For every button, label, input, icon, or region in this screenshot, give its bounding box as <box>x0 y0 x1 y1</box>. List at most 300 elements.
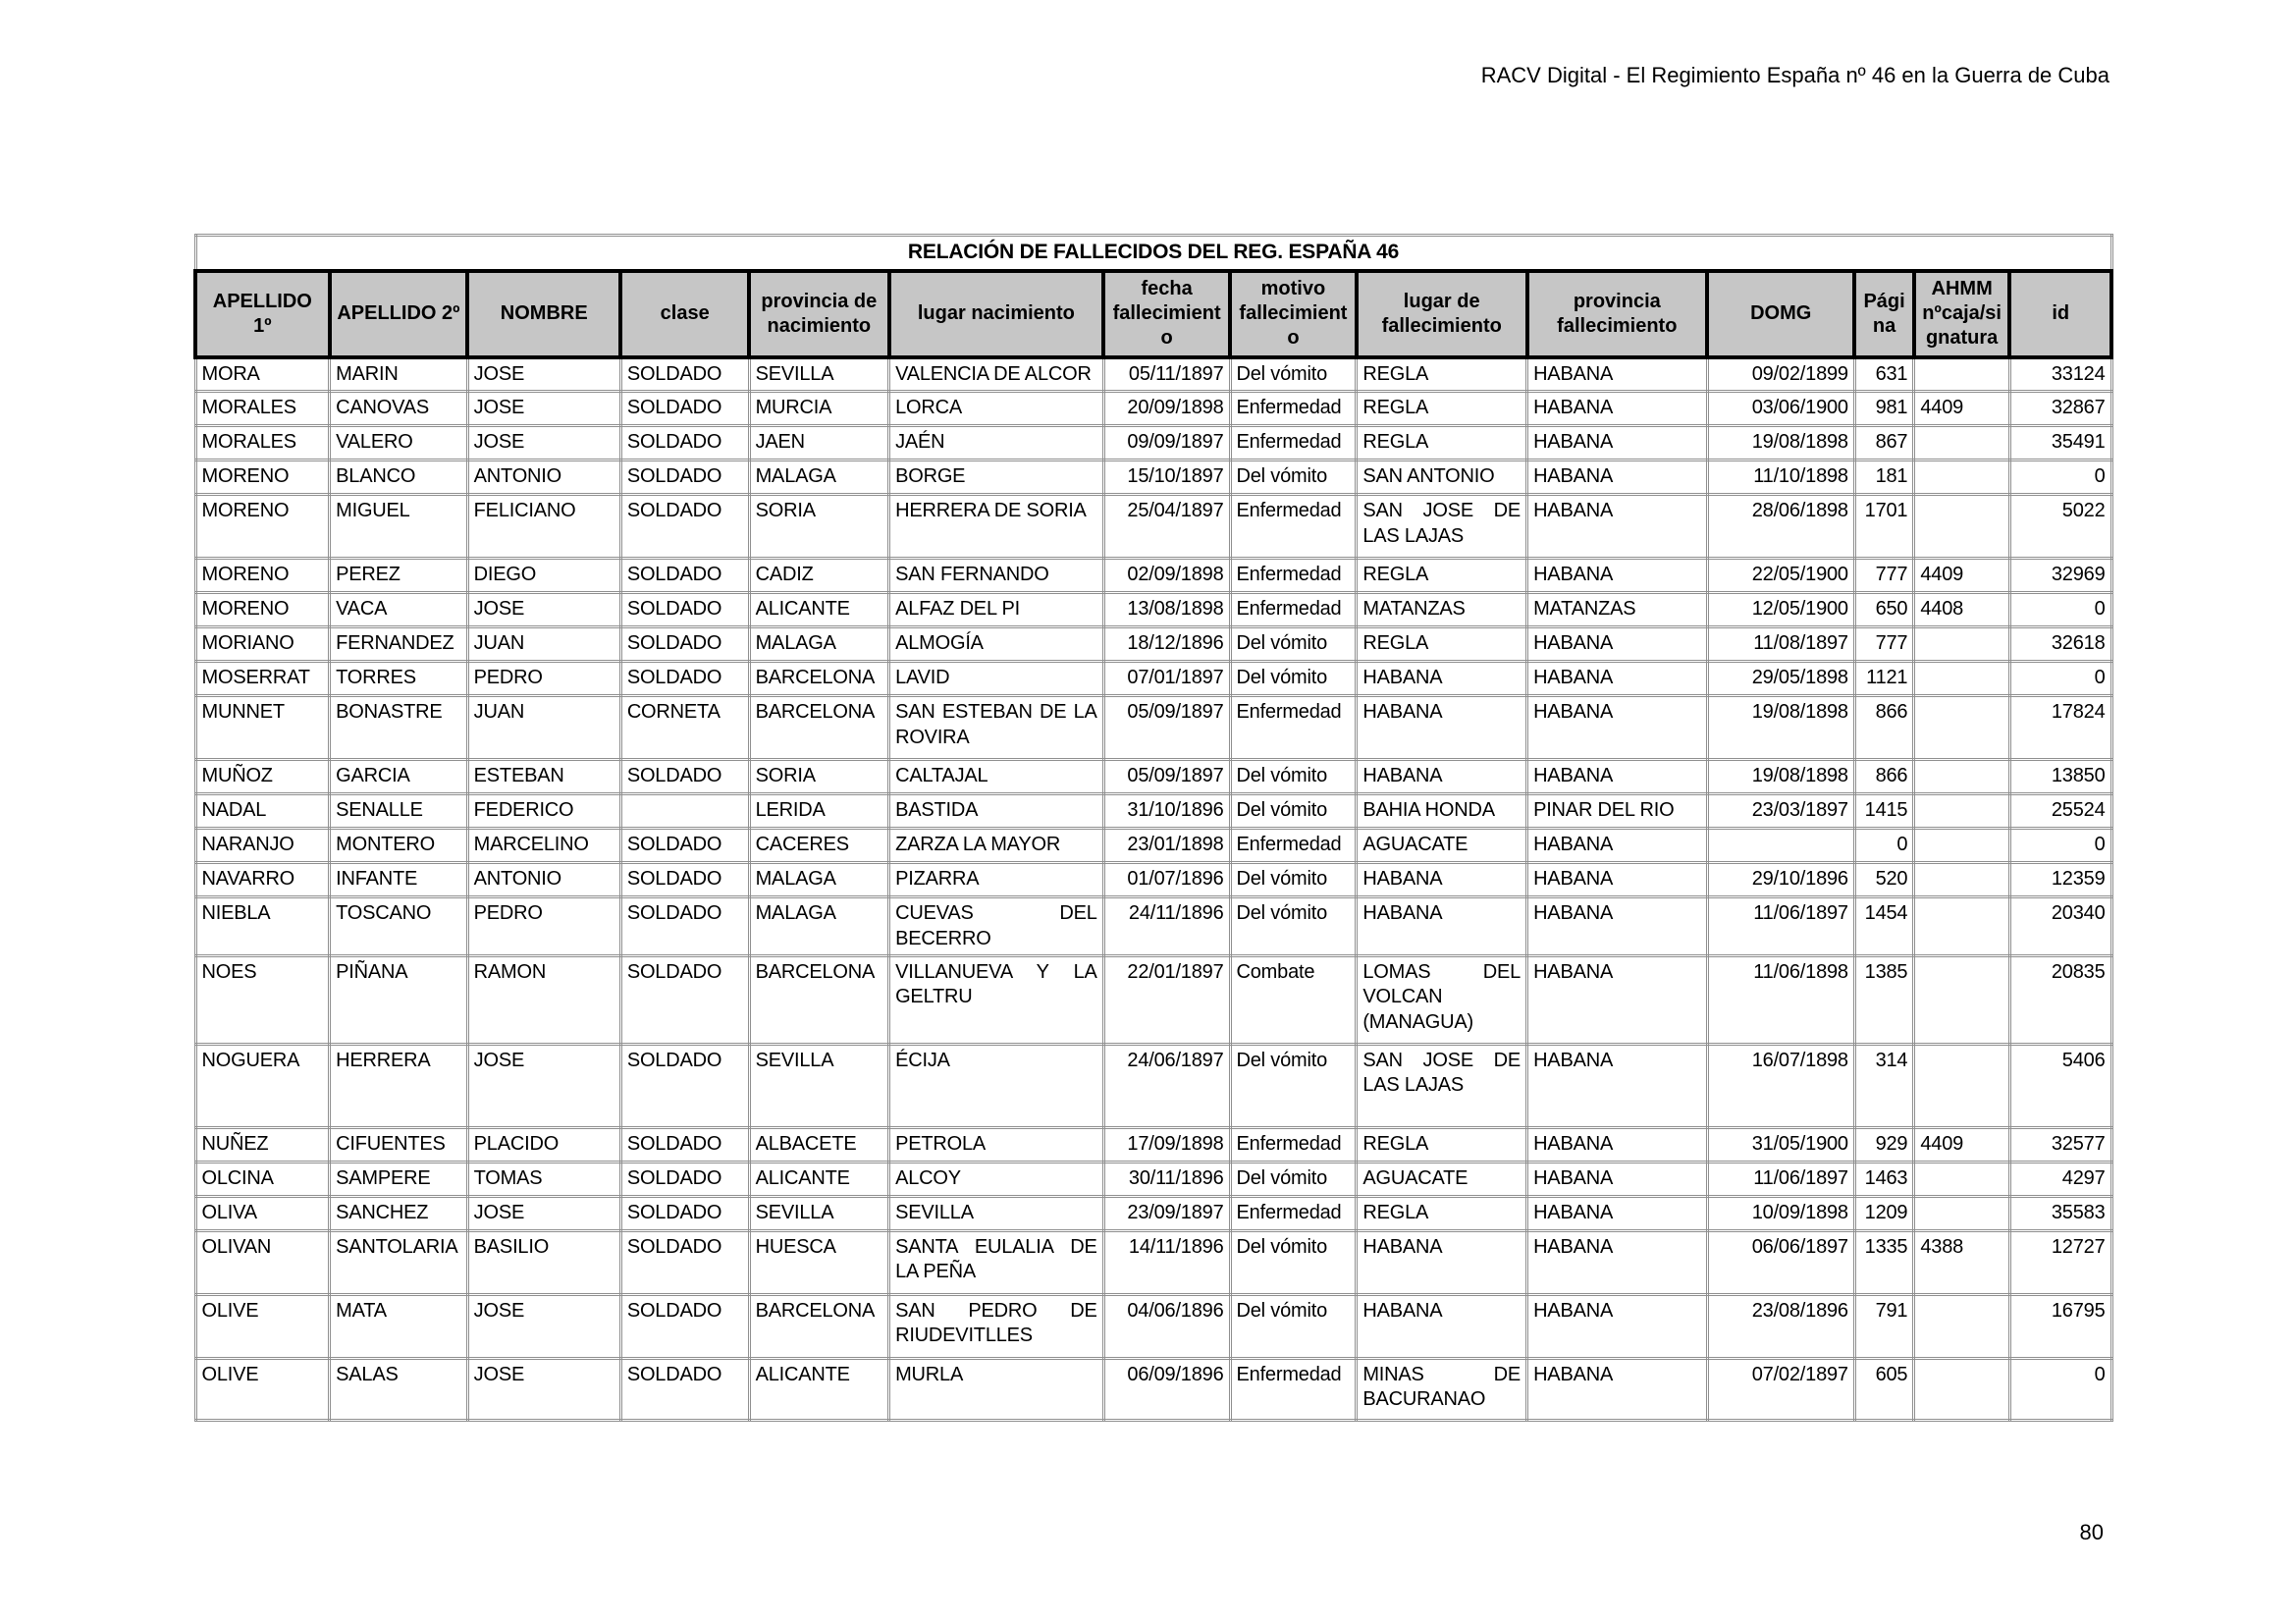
table-cell: SAMPERE <box>330 1162 468 1196</box>
table-cell: NARANJO <box>195 829 330 863</box>
table-cell: MARIN <box>330 357 468 392</box>
table-cell: 17/09/1898 <box>1103 1127 1230 1162</box>
table-cell: JOSE <box>467 357 620 392</box>
table-cell: PLACIDO <box>467 1127 620 1162</box>
table-cell: 17824 <box>2009 696 2111 760</box>
table-cell: TOMAS <box>467 1162 620 1196</box>
table-cell: MORALES <box>195 392 330 426</box>
table-cell: OLIVE <box>195 1294 330 1358</box>
table-cell: 605 <box>1854 1358 1914 1420</box>
table-cell: OLIVA <box>195 1196 330 1230</box>
table-cell: Del vómito <box>1230 357 1357 392</box>
table-cell: NIEBLA <box>195 897 330 956</box>
table-cell: SENALLE <box>330 794 468 829</box>
table-cell: CANOVAS <box>330 392 468 426</box>
table-cell: 520 <box>1854 863 1914 897</box>
table-cell: 01/07/1896 <box>1103 863 1230 897</box>
table-cell: 32577 <box>2009 1127 2111 1162</box>
table-cell: BLANCO <box>330 460 468 495</box>
table-cell: MARCELINO <box>467 829 620 863</box>
table-row <box>195 794 2111 829</box>
table-cell <box>1914 1044 2010 1127</box>
table-cell: 0 <box>2009 593 2111 627</box>
table-cell: ALMOGÍA <box>889 627 1104 662</box>
col-header-clase: clase <box>620 271 749 357</box>
page-number: 80 <box>2079 1520 2104 1544</box>
table-cell: 1463 <box>1854 1162 1914 1196</box>
table-cell: 0 <box>2009 1358 2111 1420</box>
table-cell: REGLA <box>1357 1196 1527 1230</box>
table-cell: HABANA <box>1527 392 1707 426</box>
table-cell: HABANA <box>1527 829 1707 863</box>
table-cell: NAVARRO <box>195 863 330 897</box>
table-cell: 04/06/1896 <box>1103 1294 1230 1358</box>
table-cell: CIFUENTES <box>330 1127 468 1162</box>
table-cell: 4408 <box>1914 593 2010 627</box>
table-cell: Del vómito <box>1230 863 1357 897</box>
table-cell: HABANA <box>1357 1294 1527 1358</box>
table-cell: 05/09/1897 <box>1103 760 1230 794</box>
table-cell: 981 <box>1854 392 1914 426</box>
table-cell: HABANA <box>1527 426 1707 460</box>
table-cell: 650 <box>1854 593 1914 627</box>
table-cell: LAVID <box>889 662 1104 696</box>
table-cell: 09/09/1897 <box>1103 426 1230 460</box>
table-cell <box>1707 829 1854 863</box>
table-cell: 11/10/1898 <box>1707 460 1854 495</box>
table-cell: SEVILLA <box>749 1044 888 1127</box>
table-cell: SAN ESTEBAN DE LA ROVIRA <box>889 696 1104 760</box>
table-cell: 4409 <box>1914 392 2010 426</box>
col-header-apellido-2: APELLIDO 2º <box>330 271 468 357</box>
table-cell: 19/08/1898 <box>1707 696 1854 760</box>
table-cell: SEVILLA <box>749 357 888 392</box>
table-cell: 12359 <box>2009 863 2111 897</box>
table-row <box>195 1127 2111 1162</box>
table-cell: 35583 <box>2009 1196 2111 1230</box>
table-cell: CADIZ <box>749 559 888 593</box>
table-cell: MORENO <box>195 495 330 559</box>
table-cell: REGLA <box>1357 392 1527 426</box>
table-row <box>195 627 2111 662</box>
table-cell: SOLDADO <box>620 1358 749 1420</box>
table-cell: 22/01/1897 <box>1103 955 1230 1044</box>
col-header-domg: DOMG <box>1707 271 1854 357</box>
table-cell: Del vómito <box>1230 794 1357 829</box>
table-cell <box>1914 829 2010 863</box>
table-cell: JOSE <box>467 1044 620 1127</box>
table-cell: 22/05/1900 <box>1707 559 1854 593</box>
table-cell <box>1914 426 2010 460</box>
table-cell: MINAS DE BACURANAO <box>1357 1358 1527 1420</box>
table-cell: 07/01/1897 <box>1103 662 1230 696</box>
table-cell: HABANA <box>1527 1162 1707 1196</box>
table-cell: JOSE <box>467 1196 620 1230</box>
col-header-pagina: Página <box>1854 271 1914 357</box>
table-cell: HABANA <box>1357 696 1527 760</box>
table-row <box>195 460 2111 495</box>
table-cell: 1121 <box>1854 662 1914 696</box>
table-cell: PINAR DEL RIO <box>1527 794 1707 829</box>
table-header-row <box>195 271 2111 357</box>
table-cell: 866 <box>1854 696 1914 760</box>
table-cell: BARCELONA <box>749 696 888 760</box>
table-row <box>195 696 2111 760</box>
col-header-apellido-1: APELLIDO 1º <box>195 271 330 357</box>
table-cell: 31/10/1896 <box>1103 794 1230 829</box>
table-cell: HABANA <box>1527 662 1707 696</box>
table-cell: SOLDADO <box>620 1230 749 1294</box>
table-cell: PEREZ <box>330 559 468 593</box>
table-cell: BARCELONA <box>749 1294 888 1358</box>
table-cell: SAN ANTONIO <box>1357 460 1527 495</box>
table-cell: 18/12/1896 <box>1103 627 1230 662</box>
table-cell: PEDRO <box>467 662 620 696</box>
table-cell <box>1914 627 2010 662</box>
table-cell: Del vómito <box>1230 897 1357 956</box>
table-cell <box>1914 1358 2010 1420</box>
table-cell: 12727 <box>2009 1230 2111 1294</box>
table-cell: OLCINA <box>195 1162 330 1196</box>
table-cell: SOLDADO <box>620 897 749 956</box>
table-cell: SOLDADO <box>620 955 749 1044</box>
table-cell: 13850 <box>2009 760 2111 794</box>
table-cell: SOLDADO <box>620 357 749 392</box>
table-cell: MORENO <box>195 460 330 495</box>
table-cell <box>1914 1196 2010 1230</box>
table-cell: PETROLA <box>889 1127 1104 1162</box>
table-cell: SEVILLA <box>749 1196 888 1230</box>
table-cell: 16/07/1898 <box>1707 1044 1854 1127</box>
col-header-lugar-nacimiento: lugar nacimiento <box>889 271 1104 357</box>
table-cell: 16795 <box>2009 1294 2111 1358</box>
table-cell: TORRES <box>330 662 468 696</box>
table-cell: MORA <box>195 357 330 392</box>
table-cell: 06/06/1897 <box>1707 1230 1854 1294</box>
table-cell: Del vómito <box>1230 1230 1357 1294</box>
table-cell: JOSE <box>467 426 620 460</box>
table-cell: GARCIA <box>330 760 468 794</box>
table-cell: REGLA <box>1357 357 1527 392</box>
table-cell: HABANA <box>1527 495 1707 559</box>
table-cell: HABANA <box>1527 1127 1707 1162</box>
table-title-row <box>195 236 2111 271</box>
table-row <box>195 1358 2111 1420</box>
table-cell <box>1914 495 2010 559</box>
table-cell: Del vómito <box>1230 1294 1357 1358</box>
table-cell: ALICANTE <box>749 1162 888 1196</box>
table-cell: HABANA <box>1527 863 1707 897</box>
table-cell: 15/10/1897 <box>1103 460 1230 495</box>
table-row <box>195 760 2111 794</box>
table-cell: SANTA EULALIA DE LA PEÑA <box>889 1230 1104 1294</box>
table-cell: 0 <box>2009 662 2111 696</box>
table-row <box>195 357 2111 392</box>
table-cell: ANTONIO <box>467 460 620 495</box>
table-cell: BASILIO <box>467 1230 620 1294</box>
table-cell: 29/05/1898 <box>1707 662 1854 696</box>
table-row <box>195 1044 2111 1127</box>
table-row <box>195 392 2111 426</box>
table-cell: ESTEBAN <box>467 760 620 794</box>
table-cell: LOMAS DEL VOLCAN (MANAGUA) <box>1357 955 1527 1044</box>
table-cell: 23/03/1897 <box>1707 794 1854 829</box>
table-cell: 0 <box>2009 460 2111 495</box>
table-cell: SAN FERNANDO <box>889 559 1104 593</box>
table-cell: 32867 <box>2009 392 2111 426</box>
table-cell: HABANA <box>1357 662 1527 696</box>
table-cell: SOLDADO <box>620 627 749 662</box>
table-cell: MALAGA <box>749 897 888 956</box>
table-cell: 4409 <box>1914 559 2010 593</box>
table-cell: MURLA <box>889 1358 1104 1420</box>
table-cell: MOSERRAT <box>195 662 330 696</box>
table-cell: Enfermedad <box>1230 829 1357 863</box>
table-cell: MORIANO <box>195 627 330 662</box>
table-cell: 777 <box>1854 627 1914 662</box>
table-cell: RAMON <box>467 955 620 1044</box>
table-cell: SOLDADO <box>620 1294 749 1358</box>
table-cell <box>1914 863 2010 897</box>
table-cell <box>1914 662 2010 696</box>
table-cell: OLIVAN <box>195 1230 330 1294</box>
table-cell: HABANA <box>1527 627 1707 662</box>
document-header: RACV Digital - El Regimiento España nº 46 en la Guerra de Cuba <box>1480 63 2109 87</box>
table-cell <box>1914 1294 2010 1358</box>
table-cell: HABANA <box>1357 1230 1527 1294</box>
table-cell: 32618 <box>2009 627 2111 662</box>
table-cell: REGLA <box>1357 559 1527 593</box>
table-row <box>195 426 2111 460</box>
fallecidos-table <box>193 234 2113 1422</box>
table-cell: NOGUERA <box>195 1044 330 1127</box>
table-cell: SAN JOSE DE LAS LAJAS <box>1357 495 1527 559</box>
table-cell: HABANA <box>1527 1044 1707 1127</box>
table-cell: 20340 <box>2009 897 2111 956</box>
table-cell: VALENCIA DE ALCOR <box>889 357 1104 392</box>
table-cell: 29/10/1896 <box>1707 863 1854 897</box>
table-cell: 0 <box>2009 829 2111 863</box>
table-cell: 5406 <box>2009 1044 2111 1127</box>
table-cell: BONASTRE <box>330 696 468 760</box>
table-cell: JUAN <box>467 627 620 662</box>
table-cell: MATANZAS <box>1527 593 1707 627</box>
table-cell: SANCHEZ <box>330 1196 468 1230</box>
table-cell: SOLDADO <box>620 1196 749 1230</box>
table-cell: MORENO <box>195 559 330 593</box>
table-cell: 10/09/1898 <box>1707 1196 1854 1230</box>
table-cell: ANTONIO <box>467 863 620 897</box>
table-cell: INFANTE <box>330 863 468 897</box>
table-cell: JAÉN <box>889 426 1104 460</box>
table-cell: MATANZAS <box>1357 593 1527 627</box>
table-cell: 1701 <box>1854 495 1914 559</box>
table-cell: 23/01/1898 <box>1103 829 1230 863</box>
table-cell: MIGUEL <box>330 495 468 559</box>
table-cell: 32969 <box>2009 559 2111 593</box>
table-cell: 06/09/1896 <box>1103 1358 1230 1420</box>
table-cell: MURCIA <box>749 392 888 426</box>
table-cell: 181 <box>1854 460 1914 495</box>
table-cell: HABANA <box>1357 897 1527 956</box>
table-cell: Del vómito <box>1230 1044 1357 1127</box>
table-cell <box>1914 696 2010 760</box>
table-row <box>195 662 2111 696</box>
table-cell: 14/11/1896 <box>1103 1230 1230 1294</box>
table-cell: 4409 <box>1914 1127 2010 1162</box>
table-cell: 1415 <box>1854 794 1914 829</box>
table-cell: JOSE <box>467 392 620 426</box>
table-cell: Combate <box>1230 955 1357 1044</box>
table-cell: ALICANTE <box>749 593 888 627</box>
table-cell <box>1914 794 2010 829</box>
table-cell: SOLDADO <box>620 460 749 495</box>
col-header-id: id <box>2009 271 2111 357</box>
table-cell: 02/09/1898 <box>1103 559 1230 593</box>
table-cell: 05/09/1897 <box>1103 696 1230 760</box>
table-cell <box>1914 897 2010 956</box>
table-cell: SOLDADO <box>620 829 749 863</box>
table-cell: SOLDADO <box>620 392 749 426</box>
table-cell: NADAL <box>195 794 330 829</box>
col-header-lugar-fallecimiento: lugar de fallecimiento <box>1357 271 1527 357</box>
table-cell: DIEGO <box>467 559 620 593</box>
table-cell: MATA <box>330 1294 468 1358</box>
table-cell <box>1914 760 2010 794</box>
table-cell: MALAGA <box>749 460 888 495</box>
table-cell: 5022 <box>2009 495 2111 559</box>
table-cell: SALAS <box>330 1358 468 1420</box>
table-cell: HABANA <box>1527 1294 1707 1358</box>
table-cell: MONTERO <box>330 829 468 863</box>
col-header-provincia-nacimiento: provincia de nacimiento <box>749 271 888 357</box>
table-cell: 03/06/1900 <box>1707 392 1854 426</box>
table-body <box>195 357 2111 1421</box>
table-cell: PEDRO <box>467 897 620 956</box>
table-row <box>195 829 2111 863</box>
table-cell: Enfermedad <box>1230 593 1357 627</box>
table-cell: 4388 <box>1914 1230 2010 1294</box>
table-cell: MUÑOZ <box>195 760 330 794</box>
table-cell: CUEVAS DEL BECERRO <box>889 897 1104 956</box>
table-row <box>195 559 2111 593</box>
table-cell: BASTIDA <box>889 794 1104 829</box>
table-cell: NOES <box>195 955 330 1044</box>
table-cell: HERRERA <box>330 1044 468 1127</box>
table-cell: SEVILLA <box>889 1196 1104 1230</box>
table-cell: 33124 <box>2009 357 2111 392</box>
table-cell: HABANA <box>1527 760 1707 794</box>
table-cell: 05/11/1897 <box>1103 357 1230 392</box>
table-cell: 12/05/1900 <box>1707 593 1854 627</box>
table-cell: FERNANDEZ <box>330 627 468 662</box>
table-row <box>195 495 2111 559</box>
table-cell: VALERO <box>330 426 468 460</box>
table-cell: 11/08/1897 <box>1707 627 1854 662</box>
table-cell: 13/08/1898 <box>1103 593 1230 627</box>
table-cell: BARCELONA <box>749 955 888 1044</box>
table-cell: Enfermedad <box>1230 1196 1357 1230</box>
table-row <box>195 1230 2111 1294</box>
table-cell: 07/02/1897 <box>1707 1358 1854 1420</box>
table-cell: OLIVE <box>195 1358 330 1420</box>
table-cell: JUAN <box>467 696 620 760</box>
table-cell: MORALES <box>195 426 330 460</box>
table-cell: 866 <box>1854 760 1914 794</box>
table-cell: PIZARRA <box>889 863 1104 897</box>
table-cell: SOLDADO <box>620 426 749 460</box>
table-cell: HABANA <box>1527 955 1707 1044</box>
table-cell: 929 <box>1854 1127 1914 1162</box>
table-cell <box>620 794 749 829</box>
table-cell: Del vómito <box>1230 460 1357 495</box>
table-cell: HABANA <box>1527 559 1707 593</box>
table-cell: 11/06/1897 <box>1707 897 1854 956</box>
table-cell: 867 <box>1854 426 1914 460</box>
table-cell: 09/02/1899 <box>1707 357 1854 392</box>
table-cell: BORGE <box>889 460 1104 495</box>
table-cell: FELICIANO <box>467 495 620 559</box>
table-cell: VACA <box>330 593 468 627</box>
table-cell: 25524 <box>2009 794 2111 829</box>
table-cell: SANTOLARIA <box>330 1230 468 1294</box>
table-cell: HUESCA <box>749 1230 888 1294</box>
table-cell: 25/04/1897 <box>1103 495 1230 559</box>
table-cell: HABANA <box>1357 863 1527 897</box>
table-cell: 31/05/1900 <box>1707 1127 1854 1162</box>
table-cell: ALICANTE <box>749 1358 888 1420</box>
table-row <box>195 1196 2111 1230</box>
table-row <box>195 897 2111 956</box>
table-row <box>195 1162 2111 1196</box>
table-cell: Enfermedad <box>1230 559 1357 593</box>
table-cell: BARCELONA <box>749 662 888 696</box>
table-cell: Enfermedad <box>1230 426 1357 460</box>
table-cell: REGLA <box>1357 1127 1527 1162</box>
table-cell: MALAGA <box>749 627 888 662</box>
table-cell: ZARZA LA MAYOR <box>889 829 1104 863</box>
table-cell: 24/06/1897 <box>1103 1044 1230 1127</box>
table-cell: JOSE <box>467 1358 620 1420</box>
table-cell: ALBACETE <box>749 1127 888 1162</box>
table-cell: SOLDADO <box>620 1162 749 1196</box>
table-row <box>195 863 2111 897</box>
table-cell: MUNNET <box>195 696 330 760</box>
table-cell: 1209 <box>1854 1196 1914 1230</box>
table-cell: 24/11/1896 <box>1103 897 1230 956</box>
table-cell: 28/06/1898 <box>1707 495 1854 559</box>
table-cell: SAN JOSE DE LAS LAJAS <box>1357 1044 1527 1127</box>
table-cell: MORENO <box>195 593 330 627</box>
table-cell: AGUACATE <box>1357 829 1527 863</box>
table-cell: SOLDADO <box>620 593 749 627</box>
table-cell: Del vómito <box>1230 662 1357 696</box>
table-cell: PIÑANA <box>330 955 468 1044</box>
table-cell: 4297 <box>2009 1162 2111 1196</box>
table-cell: HERRERA DE SORIA <box>889 495 1104 559</box>
table-cell: SOLDADO <box>620 863 749 897</box>
table-cell: Del vómito <box>1230 627 1357 662</box>
table-cell: 0 <box>1854 829 1914 863</box>
table-cell: 23/08/1896 <box>1707 1294 1854 1358</box>
table-cell: Del vómito <box>1230 760 1357 794</box>
table-cell: HABANA <box>1527 357 1707 392</box>
table-cell: FEDERICO <box>467 794 620 829</box>
table-cell: SOLDADO <box>620 1044 749 1127</box>
table-cell: Enfermedad <box>1230 1358 1357 1420</box>
table-cell: HABANA <box>1527 460 1707 495</box>
table-cell: SORIA <box>749 495 888 559</box>
